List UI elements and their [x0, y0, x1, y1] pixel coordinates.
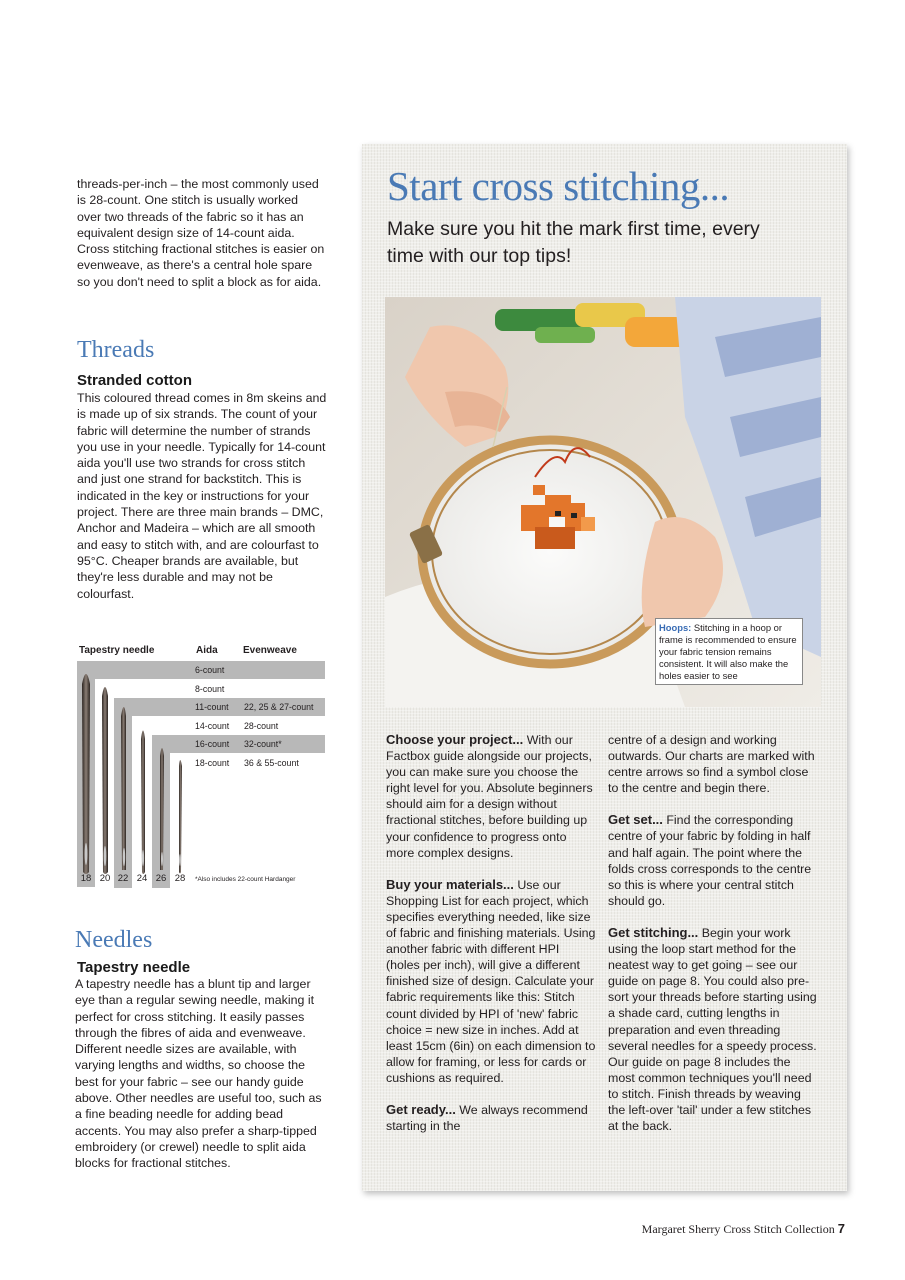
tapestry-needle-subheading: Tapestry needle — [77, 959, 191, 976]
chart-row — [192, 754, 325, 772]
threads-heading: Threads — [77, 337, 155, 363]
tip-lead: Get stitching... — [608, 924, 699, 940]
chart-header-aida: Aida — [196, 645, 218, 656]
needle-22 — [121, 707, 126, 874]
tip-text: With our Factbox guide alongside our projects, you can make sure you choose the right level for you. Absolute beginners should aim for a design without fractional stitches, before building up your confidence to progress onto more complex designs. — [386, 733, 593, 860]
needle-26 — [160, 748, 164, 874]
aida-count: 8-count — [195, 684, 225, 694]
photo-caption — [655, 618, 803, 685]
page-footer — [642, 1221, 845, 1237]
needle-20 — [102, 687, 108, 874]
needle-size-label: 28 — [174, 873, 186, 884]
needles-heading: Needles — [75, 927, 153, 953]
needle-size-label: 18 — [80, 873, 92, 884]
caption-text: Stitching in a hoop or frame is recommended to ensure your fabric tension remains consistent. It will also make the holes easier to see — [659, 622, 797, 681]
tips-column-1 — [386, 732, 596, 1150]
tip-lead: Get set... — [608, 812, 663, 828]
stranded-cotton-subheading: Stranded cotton — [77, 372, 192, 389]
panel-title: Start cross stitching... — [387, 163, 730, 209]
chart-header-needle: Tapestry needle — [79, 645, 155, 656]
chart-row — [192, 680, 325, 698]
tip-paragraph — [386, 732, 596, 861]
chart-row — [192, 735, 325, 753]
tip-paragraph — [386, 1102, 596, 1134]
tip-text: We always recommend starting in the — [386, 1102, 588, 1134]
aida-count: 18-count — [195, 758, 230, 768]
intro-paragraph: threads-per-inch – the most commonly used is 28-count. One stitch is usually worked over two threads of the fabric so it has an equivalent design size of 14-count aida. Cross stitching fractional stitches is easier on evenweave, as there's a central hole spare so you don't need to split a block as for aida. — [77, 177, 325, 289]
aida-count: 16-count — [195, 739, 230, 749]
tip-text: Find the corresponding centre of your fabric by folding in half and half again. The point where the folds cross corresponds to the centre so this is where your central stitch should go. — [608, 813, 812, 908]
chart-footnote: *Also includes 22-count Hardanger — [195, 876, 296, 883]
tips-panel — [362, 144, 847, 1191]
evenweave-count: 32-count* — [244, 739, 282, 749]
needle-size-label: 20 — [99, 873, 111, 884]
tip-text: Begin your work using the loop start method for the neatest way to get going – see our guide on page 8. You could also pre-sort your threads before starting using a shade card, cutting lengths in preparation and even threading several needles for a speedy process. Our guide on page 8 includes the most common techniques you'll need to stitch. Finish threads by weaving the left-over 'tail' under a few stitches at the back. — [608, 925, 817, 1134]
evenweave-count: 28-count — [244, 721, 279, 731]
tip-paragraph — [386, 877, 596, 1086]
tip-paragraph — [608, 732, 820, 796]
chart-row — [192, 698, 325, 716]
publication-title: Margaret Sherry Cross Stitch Collection — [641, 1222, 835, 1236]
panel-standfirst: Make sure you hit the mark first time, every time with our top tips! — [387, 218, 760, 267]
tip-lead: Choose your project... — [386, 732, 524, 747]
evenweave-count: 22, 25 & 27-count — [244, 702, 314, 712]
needle-size-chart — [77, 644, 327, 892]
tip-text: centre of a design and working outwards. Our charts are marked with centre arrows so find a symbol close to the centre and begin there. — [608, 733, 815, 796]
needle-28 — [179, 760, 182, 874]
needle-size-label: 24 — [136, 873, 148, 884]
needle-18 — [82, 674, 90, 874]
needles-paragraph: A tapestry needle has a blunt tip and larger eye than a regular sewing needle, making it perfect for cross stitching. It easily passes through the fibres of aida and evenweave. Different needle sizes are available, with varying lengths and widths, so choose the best for your fabric – see our handy guide above. Other needles are useful too, such as a fine beading needle for adding bead accents. You may also prefer a sharp-tipped embroidery (or crewel) needle to split aida blocks for fractional stitches. — [75, 977, 322, 1171]
needle-size-label: 26 — [152, 870, 170, 888]
tip-paragraph — [608, 812, 820, 909]
page-number: 7 — [837, 1221, 845, 1236]
tip-lead: Get ready... — [386, 1101, 456, 1117]
caption-lead: Hoops: — [659, 622, 692, 633]
aida-count: 14-count — [195, 721, 230, 731]
hoop-photo — [385, 297, 821, 707]
chart-row — [192, 717, 325, 735]
tips-column-2 — [608, 732, 820, 1150]
aida-count: 11-count — [195, 702, 229, 712]
needle-24 — [141, 731, 145, 875]
threads-paragraph: This coloured thread comes in 8m skeins and is made up of six strands. The count of your fabric will determine the number of strands you use in your needle. Typically for 14-count aida you'll use two strands for cross stitch and just one strand for backstitch. This is indicated in the key or instructions for your project. There are three main brands – DMC, Anchor and Madeira – which are all smooth and easy to stitch with, and are colourfast to 95°C. Cheaper brands are available, but they're less durable and may not be colourfast. — [77, 391, 327, 601]
aida-count: 6-count — [195, 665, 225, 675]
tip-text: Use our Shopping List for each project, which specifies everything needed, like size of fabric and finishing materials. Using another fabric with different HPI (holes per inch), will give a different finished size of design. Calculate your fabric requirements like this: Stitch count divided by HPI of 'new' fabric choice = new size in inches. Add at least 15cm (6in) on each dimension to allow for framing, or less for cards or cushions as required. — [386, 877, 596, 1085]
chart-row — [192, 661, 325, 679]
evenweave-count: 36 & 55-count — [244, 758, 299, 768]
needles-illustration — [77, 644, 192, 874]
chart-header-evenweave: Evenweave — [243, 645, 297, 656]
needle-size-label: 22 — [114, 870, 132, 888]
tip-paragraph — [608, 925, 820, 1134]
tip-lead: Buy your materials... — [386, 876, 514, 892]
